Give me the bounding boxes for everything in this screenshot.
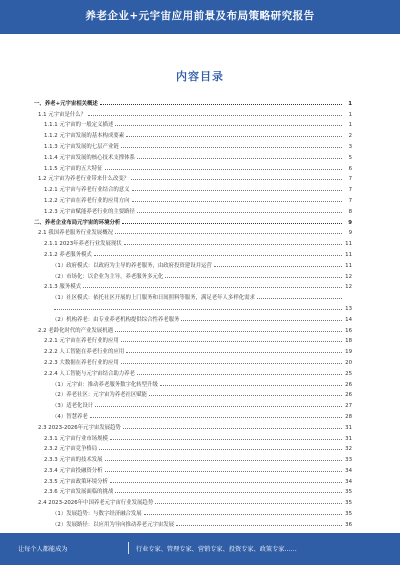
toc-entry-label: 2.1.1 2023年养老行业发展现状 bbox=[44, 241, 122, 248]
toc-entry-label: 1.2.2 元宇宙在养老行业的应用方向 bbox=[44, 197, 130, 204]
toc-leader-dots bbox=[88, 115, 342, 116]
toc-leader-dots bbox=[137, 374, 342, 375]
toc-leader-dots bbox=[126, 136, 342, 137]
toc-entry-page: 13 bbox=[345, 305, 352, 312]
toc-entry-label: （1）发展趋势：与数字经济融合发展 bbox=[52, 511, 142, 518]
footer-expert-list: 行业专家、管理专家、营销专家、投资专家、政策专家…… bbox=[136, 546, 297, 553]
toc-entry-page: 16 bbox=[345, 327, 352, 334]
toc-entry-page: 26 bbox=[345, 392, 352, 399]
toc-entry-page: 36 bbox=[345, 521, 352, 528]
toc-entry-page: 27 bbox=[345, 403, 352, 410]
report-header bbox=[0, 0, 400, 34]
toc-entry-label: 1.2.1 元宇宙与养老行业结合的意义 bbox=[44, 187, 130, 194]
toc-entry[interactable] bbox=[34, 344, 352, 355]
toc-leader-dots bbox=[105, 169, 342, 170]
toc-entry-label: （2）发展路径：以应用为导向推动养老元宇宙发展 bbox=[52, 521, 175, 528]
toc-entry-label: 2.2.1 元宇宙在养老行业的应用 bbox=[44, 338, 119, 345]
toc-entry-page: 2 bbox=[348, 133, 352, 140]
toc-entry-page: 33 bbox=[345, 457, 352, 464]
toc-entry-label: 1.1.4 元宇宙发展的核心技术支撑体系 bbox=[44, 154, 135, 161]
toc-entry-page: 7 bbox=[348, 187, 352, 194]
toc-entry-page: 5 bbox=[348, 154, 352, 161]
toc-entry-label: 2.2.4 人工智能与元宇宙结合助力养老 bbox=[44, 370, 135, 377]
toc-leader-dots bbox=[124, 244, 342, 245]
toc-entry-label: 2.3.3 元宇宙的技术发展 bbox=[44, 457, 103, 464]
toc-leader-dots bbox=[160, 385, 342, 386]
toc-leader-dots bbox=[257, 298, 342, 299]
toc-entry[interactable] bbox=[34, 485, 352, 496]
toc-entry-page: 35 bbox=[345, 500, 352, 507]
toc-entry-page: 8 bbox=[348, 208, 352, 215]
toc-entry-label: 2.4 2023-2026年中国养老元宇宙行业发展趋势 bbox=[38, 500, 154, 507]
footer-slogan: 让每个人都能成为 bbox=[18, 546, 68, 553]
toc-entry-label: （2）养老社区：元宇宙为养老社区赋能 bbox=[52, 392, 148, 399]
toc-entry[interactable] bbox=[34, 431, 352, 442]
toc-entry-page: 11 bbox=[345, 262, 352, 269]
toc-leader-dots bbox=[83, 287, 342, 288]
toc-entry-label: （1）元宇宙：推动养老服务数字化转型升级 bbox=[52, 381, 158, 388]
toc-entry-label: 2.3 2023-2026年元宇宙发展趋势 bbox=[38, 424, 121, 431]
toc-leader-dots bbox=[115, 492, 342, 493]
toc-entry[interactable] bbox=[34, 323, 352, 334]
toc-entry-page: 12 bbox=[345, 284, 352, 291]
toc-entry-label: 1.2.3 元宇宙赋能养老行业的主要路径 bbox=[44, 208, 135, 215]
toc-leader-dots bbox=[110, 439, 342, 440]
toc-entry-label: 2.3.4 元宇宙投融资分析 bbox=[44, 467, 103, 474]
toc-leader-dots bbox=[144, 514, 342, 515]
toc-leader-dots bbox=[126, 352, 342, 353]
toc-entry[interactable] bbox=[34, 452, 352, 463]
toc-entry[interactable] bbox=[34, 420, 352, 431]
toc-entry-page: 25 bbox=[345, 370, 352, 377]
toc-leader-dots bbox=[137, 212, 342, 213]
toc-entry-page: 31 bbox=[345, 424, 352, 431]
toc-leader-dots bbox=[121, 363, 342, 364]
toc-entry[interactable] bbox=[34, 398, 352, 409]
toc-entry-page: 35 bbox=[345, 489, 352, 496]
toc-entry-page: 11 bbox=[345, 241, 352, 248]
toc-entry-label: 1.1.3 元宇宙发展的七层产业链 bbox=[44, 143, 119, 150]
toc-entry[interactable] bbox=[34, 161, 352, 172]
toc-entry[interactable] bbox=[34, 312, 352, 323]
toc-entry-label: （3）适老化设计 bbox=[52, 403, 94, 410]
toc-leader-dots bbox=[121, 341, 342, 342]
toc-entry-label: 1.2 元宇宙为养老行业带来什么改变？ bbox=[38, 176, 130, 183]
toc-entry-label: 2.3.6 元宇宙发展面临的挑战 bbox=[44, 489, 114, 496]
toc-entry[interactable] bbox=[34, 334, 352, 345]
toc-entry[interactable] bbox=[34, 409, 352, 420]
report-title: 养老企业+元宇宙应用前景及布局策略研究报告 bbox=[85, 10, 315, 22]
toc-entry[interactable] bbox=[34, 290, 352, 301]
toc-leader-dots bbox=[132, 201, 342, 202]
toc-leader-dots bbox=[181, 320, 342, 321]
toc-leader-dots bbox=[176, 525, 342, 526]
toc-entry-page: 18 bbox=[345, 338, 352, 345]
toc-leader-dots bbox=[54, 309, 342, 310]
toc-entry-label: （2）市场化：以企业为主导，养老服务多元化 bbox=[52, 273, 164, 280]
toc-leader-dots bbox=[123, 428, 342, 429]
toc-entry[interactable] bbox=[34, 128, 352, 139]
toc-entry[interactable] bbox=[34, 247, 352, 258]
toc-entry-label: 1.1.2 元宇宙发展的基本构成要素 bbox=[44, 133, 125, 140]
toc-leader-dots bbox=[165, 277, 342, 278]
toc-entry[interactable] bbox=[34, 139, 352, 150]
toc-entry[interactable] bbox=[34, 366, 352, 377]
toc-entry[interactable] bbox=[34, 172, 352, 183]
toc-entry-page: 35 bbox=[345, 511, 352, 518]
toc-entry-label: 一、养老+元宇宙相关概述 bbox=[34, 100, 98, 107]
toc-entry[interactable] bbox=[34, 517, 352, 528]
toc-entry[interactable] bbox=[34, 150, 352, 161]
toc-entry[interactable] bbox=[34, 226, 352, 237]
toc-entry-page: 32 bbox=[345, 446, 352, 453]
toc-entry[interactable] bbox=[34, 258, 352, 269]
table-of-contents bbox=[34, 96, 352, 528]
toc-entry[interactable] bbox=[34, 377, 352, 388]
toc-leader-dots bbox=[137, 158, 342, 159]
toc-entry[interactable] bbox=[34, 506, 352, 517]
footer-banner bbox=[0, 533, 400, 565]
toc-entry-page: 7 bbox=[348, 197, 352, 204]
toc-entry[interactable] bbox=[34, 269, 352, 280]
toc-entry-page: 34 bbox=[345, 478, 352, 485]
toc-entry-page: 1 bbox=[348, 100, 352, 107]
toc-entry[interactable] bbox=[34, 204, 352, 215]
toc-entry-label: 2.1.3 服务模式 bbox=[44, 284, 81, 291]
toc-leader-dots bbox=[214, 266, 342, 267]
toc-entry[interactable] bbox=[34, 96, 352, 107]
toc-leader-dots bbox=[122, 223, 342, 224]
toc-leader-dots bbox=[94, 255, 342, 256]
toc-entry[interactable] bbox=[34, 107, 352, 118]
toc-entry-page: 14 bbox=[345, 316, 352, 323]
toc-leader-dots bbox=[110, 482, 342, 483]
toc-entry-page: 19 bbox=[345, 349, 352, 356]
toc-entry[interactable] bbox=[34, 118, 352, 129]
toc-entry-page: 1 bbox=[348, 122, 352, 129]
toc-leader-dots bbox=[121, 147, 342, 148]
toc-leader-dots bbox=[131, 179, 342, 180]
toc-entry-label: 1.1.5 元宇宙的五大特征 bbox=[44, 165, 103, 172]
toc-leader-dots bbox=[105, 471, 342, 472]
toc-entry-page: 7 bbox=[348, 176, 352, 183]
toc-entry[interactable] bbox=[34, 388, 352, 399]
toc-leader-dots bbox=[99, 449, 342, 450]
toc-entry[interactable] bbox=[34, 495, 352, 506]
toc-entry-label: 2.2.2 人工智能在养老行业的应用 bbox=[44, 349, 125, 356]
toc-leader-dots bbox=[105, 460, 342, 461]
toc-entry-label: 2.3.1 元宇宙行业市场规模 bbox=[44, 435, 108, 442]
toc-leader-dots bbox=[155, 503, 342, 504]
toc-entry-label: 1.1 元宇宙是什么？ bbox=[38, 111, 87, 118]
toc-entry-label: 2.3.2 元宇宙竞争格局 bbox=[44, 446, 98, 453]
toc-title: 内容目录 bbox=[176, 70, 224, 83]
toc-leader-dots bbox=[115, 331, 342, 332]
toc-entry-page: 20 bbox=[345, 359, 352, 366]
toc-entry[interactable] bbox=[34, 463, 352, 474]
toc-entry-page: 1 bbox=[348, 111, 352, 118]
toc-entry-label: 2.2 老龄化时代的产业发展机遇 bbox=[38, 327, 113, 334]
toc-leader-dots bbox=[95, 406, 342, 407]
toc-leader-dots bbox=[115, 233, 342, 234]
toc-leader-dots bbox=[115, 125, 342, 126]
toc-entry-page: 9 bbox=[348, 230, 352, 237]
toc-entry-label: （4）智慧养老 bbox=[52, 413, 88, 420]
toc-entry[interactable] bbox=[34, 442, 352, 453]
toc-entry[interactable] bbox=[34, 182, 352, 193]
toc-leader-dots bbox=[149, 395, 342, 396]
toc-entry[interactable] bbox=[34, 236, 352, 247]
toc-entry-page: 28 bbox=[345, 413, 352, 420]
toc-leader-dots bbox=[132, 190, 342, 191]
footer-divider bbox=[128, 542, 129, 554]
toc-entry-page: 31 bbox=[345, 435, 352, 442]
toc-entry-page: 34 bbox=[345, 467, 352, 474]
toc-entry-page: 12 bbox=[345, 273, 352, 280]
toc-entry-label: 2.1.2 养老服务模式 bbox=[44, 251, 92, 258]
toc-entry-label: （1）政府模式：以政府为主导的养老服务，由政府投资建设并运营 bbox=[52, 262, 212, 269]
toc-entry[interactable] bbox=[34, 280, 352, 291]
toc-entry-label: 2.2.3 大数据在养老行业的应用 bbox=[44, 359, 119, 366]
toc-leader-dots bbox=[100, 104, 342, 105]
toc-entry[interactable] bbox=[34, 215, 352, 226]
toc-entry[interactable] bbox=[34, 193, 352, 204]
toc-leader-dots bbox=[90, 417, 342, 418]
toc-entry-label: 2.1 我国养老服务行业发展概况 bbox=[38, 230, 113, 237]
toc-entry-page: 6 bbox=[348, 165, 352, 172]
toc-entry-label: （2）机构养老：由专业养老机构提供综合性养老服务 bbox=[52, 316, 180, 323]
toc-entry[interactable] bbox=[34, 355, 352, 366]
toc-entry[interactable] bbox=[34, 301, 352, 312]
toc-entry-label: （1）社区模式：依托社区开展的上门服务和日间照料等服务，满足老年人多样化需求 bbox=[52, 295, 255, 302]
toc-entry-page: 9 bbox=[348, 219, 352, 226]
toc-entry-page: 26 bbox=[345, 381, 352, 388]
toc-entry-label: 1.1.1 元宇宙的一般定义描述 bbox=[44, 122, 114, 129]
toc-entry-label: 2.3.5 元宇宙政策环境分析 bbox=[44, 478, 108, 485]
toc-entry-page: 11 bbox=[345, 251, 352, 258]
toc-entry-page: 3 bbox=[348, 143, 352, 150]
toc-entry-label: 二、养老企业布局元宇宙的环境分析 bbox=[34, 219, 121, 226]
toc-entry[interactable] bbox=[34, 474, 352, 485]
